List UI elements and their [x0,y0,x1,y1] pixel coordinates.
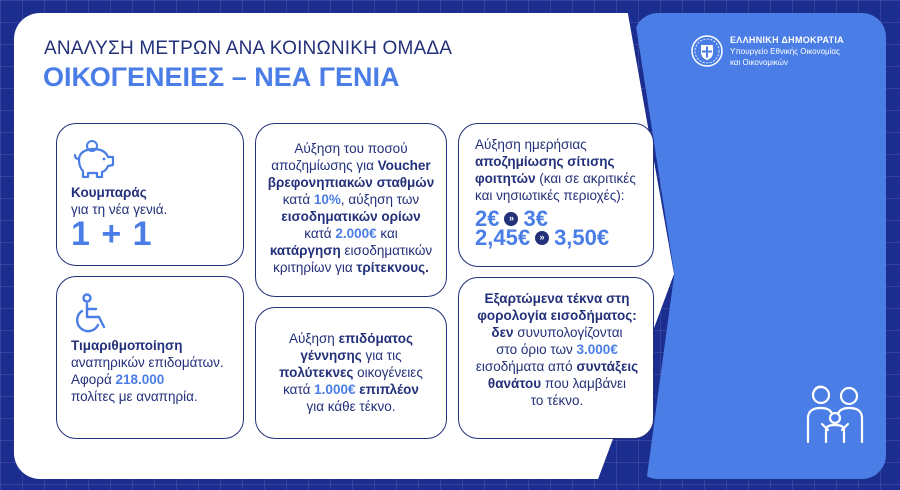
voucher-amount: 2.000€ [335,226,377,241]
disability-line-3: πολίτες με αναπηρία. [71,389,198,404]
birth-text-2: επιδόματος [338,331,413,346]
voucher-text-1: Αύξηση του ποσού [294,141,408,156]
card-birth-allowance [255,307,447,439]
voucher-text-9: κατά [304,226,336,241]
birth-amount: 1.000€ [314,382,356,397]
voucher-text-14: κριτηρίων για [273,260,357,275]
card-disability [56,276,244,439]
meals-price-2-to: 3,50€ [554,225,610,250]
voucher-text-15: τρίτεκνους. [356,260,429,275]
tax-text-9: θανάτου [487,376,542,391]
birth-text-10: για κάθε τέκνο. [306,399,396,414]
tax-text-10: που λαμβάνει [541,376,627,391]
birth-text-7: κατά [283,382,315,397]
wheelchair-icon [71,293,113,337]
government-name: ΕΛΛΗΝΙΚΗ ΔΗΜΟΚΡΑΤΙΑ [730,34,844,45]
meals-text-1: Αύξηση ημερήσιας [475,137,587,152]
greek-republic-emblem-icon [690,34,724,68]
ministry-line-2: και Οικονομικών [730,57,788,67]
card-tax-dependent-children [458,277,654,439]
birth-text-5: πολύτεκνες [279,365,354,380]
voucher-text-8: εισοδηματικών ορίων [281,209,421,224]
family-icon [802,382,868,444]
voucher-text-5: κατά [282,192,314,207]
meals-text-3: φοιτητών [475,171,536,186]
card-voucher [255,123,447,297]
voucher-text-7: , αύξηση των [340,192,420,207]
disability-count: 218.000 [115,372,165,387]
voucher-text-13: εισοδηματικών [340,243,433,258]
meals-text-5: και νησιωτικές περιοχές): [475,188,625,203]
disability-title: Τιμαριθμοποίηση [71,338,183,353]
birth-text-4: για τις [361,348,402,363]
arrow-right-icon: » [504,212,518,226]
birth-text-3: γέννησης [300,348,362,363]
disability-line-1: αναπηρικών επιδομάτων. [71,355,224,370]
tax-text-1: Εξαρτώμενα τέκνα στη [484,291,630,306]
meals-text-4: (και σε ακριτικές [535,171,636,186]
voucher-text-11: και [376,226,398,241]
tax-text-5: στο όριο των [496,342,577,357]
arrow-right-icon: » [535,231,549,245]
voucher-text-4: βρεφονηπιακών σταθμών [267,175,435,190]
voucher-text-3: Voucher [377,158,431,173]
piggy-value: 1 + 1 [71,215,153,253]
birth-text-9: επιπλέον [355,382,419,397]
card-student-meals [458,123,654,267]
piggy-line: για τη νέα γενιά. [71,202,168,217]
government-logo [690,34,844,68]
voucher-text-12: κατάργηση [269,243,341,258]
piggy-title: Κουμπαράς [71,185,147,200]
page-subtitle: ΟΙΚΟΓΕΝΕΙΕΣ – ΝΕΑ ΓΕΝΙΑ [43,62,400,92]
piggy-bank-icon [71,140,119,180]
voucher-percent: 10% [313,192,341,207]
tax-text-4: συνυπολογίζονται [513,325,623,340]
ministry-line-1: Υπουργείο Εθνικής Οικονομίας [730,46,840,56]
meals-text-2: αποζημίωσης σίτισης [475,154,615,169]
voucher-text-2: αποζημίωσης για [271,158,378,173]
meals-price-1-to: 3€ [523,206,548,231]
tax-text-2: φορολογία εισοδήματος: [477,308,637,323]
tax-text-8: συντάξεις [576,359,639,374]
tax-amount: 3.000€ [576,342,618,357]
meals-price-1-from: 2€ [475,206,500,231]
meals-price-2-from: 2,45€ [475,225,531,250]
tax-text-11: το τέκνο. [530,393,584,408]
meals-price-row-2 [475,225,641,250]
tax-text-7: εισοδήματα από [475,359,577,374]
birth-text-1: Αύξηση [289,331,339,346]
disability-line-2: Αφορά [71,372,116,387]
tax-text-3: δεν [491,325,514,340]
page-title: ΑΝΑΛΥΣΗ ΜΕΤΡΩΝ ΑΝΑ ΚΟΙΝΩΝΙΚΗ ΟΜΑΔΑ [44,38,453,59]
card-piggy-bank [56,123,244,266]
birth-text-6: οικογένειες [353,365,423,380]
